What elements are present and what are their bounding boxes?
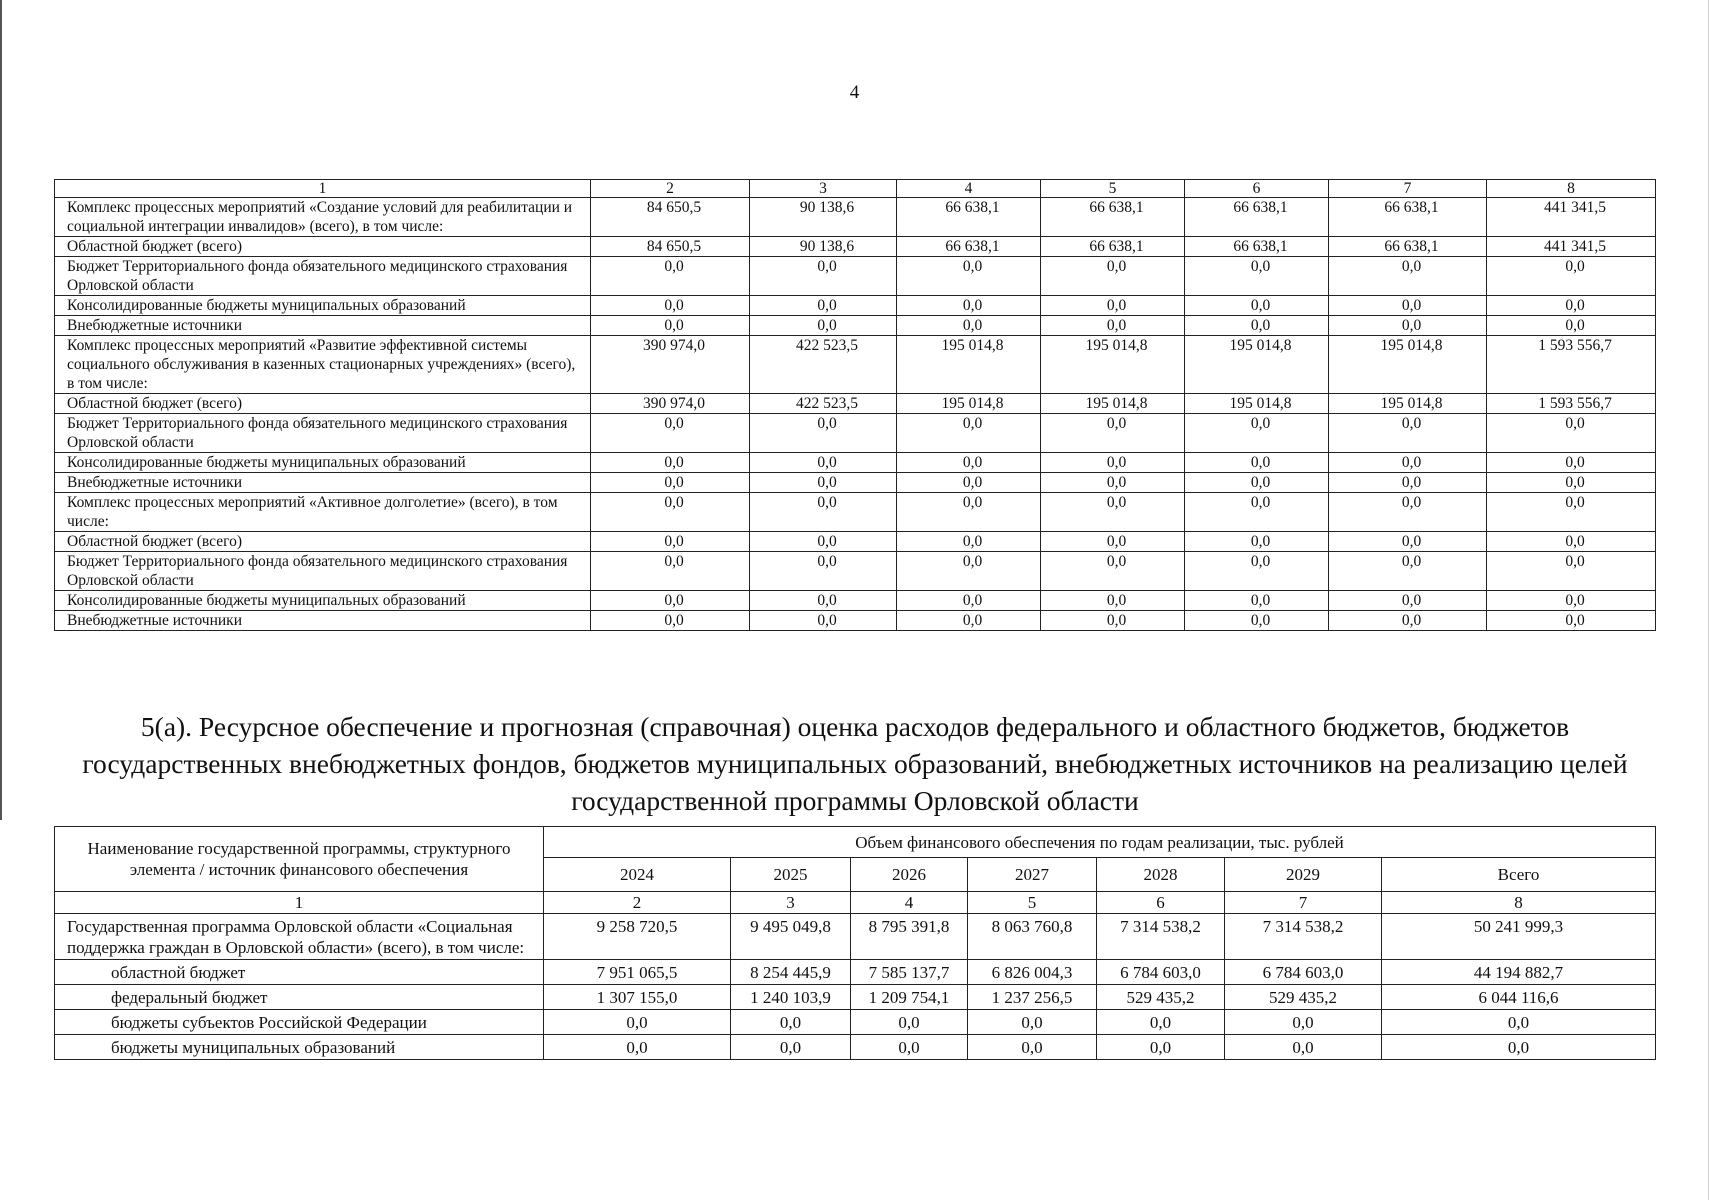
row-label: Комплекс процессных мероприятий «Развитие эффективной системы социального обслуживания в казенных стационарных учреждениях» (всего), в том числе: [55,336,591,394]
row-label: Областной бюджет (всего) [55,237,591,257]
column-number: 8 [1382,892,1656,914]
value-cell: 0,0 [731,1035,851,1060]
value-cell: 6 784 603,0 [1097,960,1225,985]
column-number: 3 [731,892,851,914]
value-cell: 0,0 [591,473,750,493]
value-cell: 50 241 999,3 [1382,914,1656,960]
value-cell: 0,0 [750,493,897,532]
value-cell: 0,0 [1329,414,1487,453]
year-header: 2024 [544,858,731,892]
value-cell: 1 240 103,9 [731,985,851,1010]
row-label: Областной бюджет (всего) [55,532,591,552]
value-cell: 0,0 [897,552,1041,591]
row-label: Областной бюджет (всего) [55,394,591,414]
value-cell: 0,0 [750,591,897,611]
value-cell: 0,0 [1041,611,1185,631]
column-number: 8 [1487,180,1656,198]
value-cell: 390 974,0 [591,394,750,414]
value-cell: 1 307 155,0 [544,985,731,1010]
value-cell: 0,0 [544,1035,731,1060]
column-number: 6 [1097,892,1225,914]
table-row [55,1035,1656,1060]
scan-left-edge [0,0,2,820]
table-row [55,394,1656,414]
value-cell: 0,0 [1225,1010,1382,1035]
table-row [55,1010,1656,1035]
value-cell: 441 341,5 [1487,237,1656,257]
value-cell: 66 638,1 [1329,237,1487,257]
value-cell: 0,0 [897,493,1041,532]
value-cell: 195 014,8 [1329,394,1487,414]
value-cell: 0,0 [750,296,897,316]
value-cell: 0,0 [1041,591,1185,611]
value-cell: 0,0 [1487,493,1656,532]
year-header: 2028 [1097,858,1225,892]
value-cell: 7 585 137,7 [851,960,968,985]
table-row [55,336,1656,394]
table-row [55,316,1656,336]
value-cell: 0,0 [1041,473,1185,493]
value-cell: 0,0 [1185,611,1329,631]
row-label: Консолидированные бюджеты муниципальных образований [55,591,591,611]
value-cell: 0,0 [1041,316,1185,336]
value-cell: 0,0 [750,473,897,493]
value-cell: 8 254 445,9 [731,960,851,985]
value-cell: 1 593 556,7 [1487,336,1656,394]
table-row [55,611,1656,631]
value-cell: 6 044 116,6 [1382,985,1656,1010]
column-number: 4 [897,180,1041,198]
table-row [55,453,1656,473]
row-label: областной бюджет [55,960,544,985]
column-number: 2 [544,892,731,914]
column-number-row [55,892,1656,914]
value-cell: 0,0 [1041,453,1185,473]
value-cell: 0,0 [1041,257,1185,296]
value-cell: 44 194 882,7 [1382,960,1656,985]
value-cell: 7 314 538,2 [1097,914,1225,960]
value-cell: 0,0 [897,473,1041,493]
value-cell: 0,0 [1487,257,1656,296]
value-cell: 0,0 [544,1010,731,1035]
row-label: Бюджет Территориального фонда обязательного медицинского страхования Орловской области [55,257,591,296]
value-cell: 0,0 [1185,532,1329,552]
value-cell: 0,0 [591,493,750,532]
value-cell: 0,0 [750,414,897,453]
value-cell: 0,0 [1487,316,1656,336]
value-cell: 441 341,5 [1487,198,1656,237]
value-cell: 0,0 [1041,414,1185,453]
value-cell: 0,0 [1487,414,1656,453]
value-cell: 0,0 [750,257,897,296]
year-header: 2029 [1225,858,1382,892]
value-cell: 195 014,8 [897,336,1041,394]
row-label: Внебюджетные источники [55,611,591,631]
year-header: 2026 [851,858,968,892]
value-cell: 0,0 [897,296,1041,316]
column-number: 3 [750,180,897,198]
value-cell: 0,0 [1329,257,1487,296]
value-cell: 0,0 [1329,453,1487,473]
column-number: 4 [851,892,968,914]
row-label: Внебюджетные источники [55,473,591,493]
value-cell: 84 650,5 [591,198,750,237]
row-label: федеральный бюджет [55,985,544,1010]
value-cell: 0,0 [591,257,750,296]
value-cell: 0,0 [897,257,1041,296]
row-label: Бюджет Территориального фонда обязательного медицинского страхования Орловской области [55,552,591,591]
row-label: Внебюджетные источники [55,316,591,336]
value-cell: 9 495 049,8 [731,914,851,960]
table-row [55,257,1656,296]
value-cell: 0,0 [591,552,750,591]
table-row [55,532,1656,552]
table-row [55,552,1656,591]
column-number: 1 [55,892,544,914]
value-cell: 0,0 [1329,316,1487,336]
year-header: 2025 [731,858,851,892]
value-cell: 529 435,2 [1225,985,1382,1010]
value-cell: 0,0 [1097,1010,1225,1035]
value-cell: 6 784 603,0 [1225,960,1382,985]
value-cell: 0,0 [591,316,750,336]
value-cell: 0,0 [1041,296,1185,316]
value-cell: 66 638,1 [1185,198,1329,237]
value-cell: 0,0 [1329,591,1487,611]
value-cell: 0,0 [1185,316,1329,336]
table-row [55,985,1656,1010]
value-cell: 66 638,1 [1041,237,1185,257]
value-cell: 1 209 754,1 [851,985,968,1010]
row-label: Комплекс процессных мероприятий «Создание условий для реабилитации и социальной интеграции инвалидов» (всего), в том числе: [55,198,591,237]
table-row [55,198,1656,237]
value-cell: 8 063 760,8 [968,914,1097,960]
value-cell: 0,0 [897,591,1041,611]
value-cell: 66 638,1 [1329,198,1487,237]
value-cell: 0,0 [897,532,1041,552]
value-cell: 0,0 [750,552,897,591]
value-cell: 195 014,8 [897,394,1041,414]
value-cell: 1 593 556,7 [1487,394,1656,414]
value-cell: 0,0 [1041,552,1185,591]
value-cell: 7 314 538,2 [1225,914,1382,960]
value-cell: 1 237 256,5 [968,985,1097,1010]
value-cell: 9 258 720,5 [544,914,731,960]
value-cell: 0,0 [851,1010,968,1035]
value-cell: 0,0 [1041,532,1185,552]
value-cell: 0,0 [897,453,1041,473]
value-cell: 529 435,2 [1097,985,1225,1010]
value-cell: 0,0 [1329,473,1487,493]
value-cell: 84 650,5 [591,237,750,257]
value-cell: 0,0 [591,414,750,453]
value-cell: 0,0 [750,532,897,552]
value-cell: 0,0 [968,1010,1097,1035]
value-cell: 0,0 [1041,493,1185,532]
value-cell: 0,0 [591,611,750,631]
row-label: Государственная программа Орловской области «Социальная поддержка граждан в Орловской области» (всего), в том числе: [55,914,544,960]
year-header: Всего [1382,858,1656,892]
column-number: 6 [1185,180,1329,198]
column-number: 7 [1225,892,1382,914]
value-cell: 0,0 [968,1035,1097,1060]
value-cell: 0,0 [1382,1010,1656,1035]
value-cell: 0,0 [897,414,1041,453]
value-cell: 0,0 [1329,552,1487,591]
page-number: 4 [849,82,860,103]
table-row [55,296,1656,316]
value-cell: 0,0 [1487,591,1656,611]
table-row [55,414,1656,453]
value-cell: 66 638,1 [1041,198,1185,237]
value-cell: 0,0 [1329,532,1487,552]
value-cell: 0,0 [1382,1035,1656,1060]
value-cell: 195 014,8 [1041,394,1185,414]
value-cell: 7 951 065,5 [544,960,731,985]
value-cell: 0,0 [1097,1035,1225,1060]
value-cell: 0,0 [897,316,1041,336]
column-number: 2 [591,180,750,198]
value-cell: 0,0 [897,611,1041,631]
name-column-header: Наименование государственной программы, структурного элемента / источник финансового обеспечения [55,827,544,892]
value-cell: 0,0 [1185,257,1329,296]
column-number: 7 [1329,180,1487,198]
value-cell: 195 014,8 [1329,336,1487,394]
row-label: Бюджет Территориального фонда обязательного медицинского страхования Орловской области [55,414,591,453]
funding-table-continued [54,179,1656,631]
value-cell: 195 014,8 [1185,394,1329,414]
year-header: 2027 [968,858,1097,892]
section-title: 5(а). Ресурсное обеспечение и прогнозная (справочная) оценка расходов федерального и областного бюджетов, бюджетов государственных внебюджетных фондов, бюджетов муниципальных образований, внебюджетных источников на реализацию целей государственной программы Орловской области [82,711,1628,816]
value-cell: 90 138,6 [750,237,897,257]
column-number-row [55,180,1656,198]
row-label: Комплекс процессных мероприятий «Активное долголетие» (всего), в том числе: [55,493,591,532]
row-label: бюджеты муниципальных образований [55,1035,544,1060]
resource-table [54,826,1656,1060]
value-cell: 0,0 [1487,611,1656,631]
table-row [55,237,1656,257]
value-cell: 66 638,1 [897,237,1041,257]
row-label: бюджеты субъектов Российской Федерации [55,1010,544,1035]
column-number: 1 [55,180,591,198]
value-cell: 66 638,1 [897,198,1041,237]
row-label: Консолидированные бюджеты муниципальных образований [55,453,591,473]
value-cell: 0,0 [591,296,750,316]
value-cell: 0,0 [750,611,897,631]
value-cell: 0,0 [1487,453,1656,473]
table-row [55,493,1656,532]
value-cell: 8 795 391,8 [851,914,968,960]
value-cell: 0,0 [1185,414,1329,453]
value-cell: 422 523,5 [750,394,897,414]
value-cell: 66 638,1 [1185,237,1329,257]
value-cell: 0,0 [591,453,750,473]
value-cell: 0,0 [851,1035,968,1060]
value-cell: 0,0 [750,316,897,336]
value-cell: 0,0 [1487,473,1656,493]
value-cell: 0,0 [591,532,750,552]
value-cell: 90 138,6 [750,198,897,237]
column-number: 5 [1041,180,1185,198]
table-row [55,473,1656,493]
value-cell: 0,0 [1487,296,1656,316]
table-row [55,914,1656,960]
value-cell: 0,0 [1329,493,1487,532]
value-cell: 0,0 [591,591,750,611]
value-cell: 195 014,8 [1041,336,1185,394]
value-cell: 0,0 [1185,296,1329,316]
value-cell: 422 523,5 [750,336,897,394]
value-cell: 0,0 [1225,1035,1382,1060]
value-cell: 6 826 004,3 [968,960,1097,985]
value-cell: 390 974,0 [591,336,750,394]
value-cell: 0,0 [1487,532,1656,552]
value-cell: 0,0 [1487,552,1656,591]
value-cell: 195 014,8 [1185,336,1329,394]
row-label: Консолидированные бюджеты муниципальных образований [55,296,591,316]
value-cell: 0,0 [750,453,897,473]
value-cell: 0,0 [1185,591,1329,611]
value-cell: 0,0 [731,1010,851,1035]
volume-group-header: Объем финансового обеспечения по годам реализации, тыс. рублей [544,827,1656,858]
column-number: 5 [968,892,1097,914]
value-cell: 0,0 [1185,473,1329,493]
value-cell: 0,0 [1185,552,1329,591]
value-cell: 0,0 [1329,611,1487,631]
value-cell: 0,0 [1185,493,1329,532]
value-cell: 0,0 [1329,296,1487,316]
table-row [55,960,1656,985]
value-cell: 0,0 [1185,453,1329,473]
table-row [55,591,1656,611]
